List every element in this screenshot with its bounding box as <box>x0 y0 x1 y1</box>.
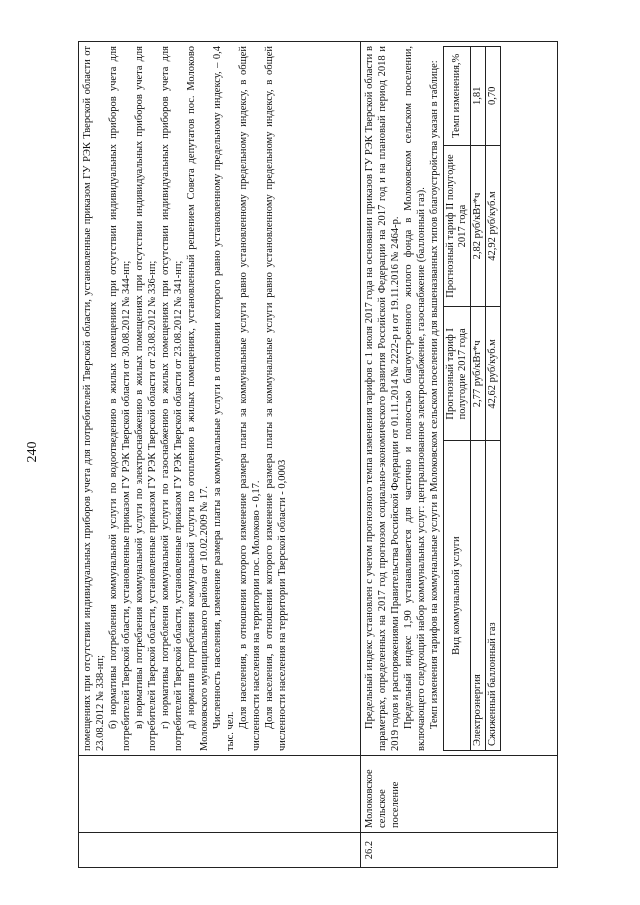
paragraph: г) нормативы потребления коммунальной услуги по газоснабжению в жилых помещениях при отсутствии индивидуальных приборов учета для потребителей Тверской области, установленные приказом ГУ РЭК Тверской области от 23.08.2012 № 341-нп; <box>160 46 185 751</box>
header-cell: Темп изменения,% <box>444 47 471 146</box>
row-number: 26.2 <box>361 833 558 868</box>
paragraph: помещениях при отсутствии индивидуальных приборов учета для потребителей Тверской области, установленные приказом ГУ РЭК Тверской области от 23.08.2012 № 338-нп; <box>82 46 107 751</box>
description-cell <box>79 42 361 756</box>
paragraph: б) нормативы потребления коммунальной услуги по водоотведению в жилых помещениях при отсутствии индивидуальных приборов учета для потребителей Тверской области, установленные приказом ГУ РЭК Тверской области от 30.08.2012 № 344-нп; <box>108 46 133 751</box>
header-cell: Вид коммунальной услуги <box>444 441 471 751</box>
tariff-h1: 42,62 руб/куб.м <box>486 307 501 441</box>
tariff-table-header <box>444 47 471 751</box>
paragraph: Предельный индекс 1,90 устанавливается для частично и полностью благоустроенного жилого фонда в Молоковском сельском поселении, включающего следующий набор коммунальных услуг: централизованное электроснабжение, газоснабжение (баллонный газ). <box>403 46 428 751</box>
paragraph: Доля населения, в отношении которого изменение размера платы за коммунальные услуги равно установленному предельному индексу, в общей численности населения на территории Тверской области - 0,0003 <box>264 46 289 751</box>
municipality-cell-empty <box>79 756 361 833</box>
rotated-page-content <box>78 41 558 868</box>
paragraph: Численность населения, изменение размера платы за коммунальные услуги в отношении которого равно установленному предельному индексу, – 0,4 тыс. чел. <box>212 46 237 751</box>
table-row <box>471 47 486 751</box>
tariff-h2: 42,92 руб/куб.м <box>486 145 501 307</box>
tariff-h1: 2,77 руб/кВт*ч <box>471 307 486 441</box>
page-number: 240 <box>25 441 40 463</box>
table-row-26-2 <box>361 42 558 868</box>
tariff-table <box>443 46 501 751</box>
header-cell: Прогнозный тариф I полугодие 2017 года <box>444 307 471 441</box>
paragraph: в) нормативы потребления коммунальной услуги по электроснабжению в жилых помещениях при отсутствии индивидуальных приборов учета для потребителей Тверской области, установленные приказом ГУ РЭК Тверской области от 23.08.2012 № 336-нп; <box>134 46 159 751</box>
change-rate: 0,70 <box>486 47 501 146</box>
municipality-name: Молоковское сельское поселение <box>361 756 558 833</box>
paragraph: Доля населения, в отношении которого изменение размера платы за коммунальные услуги равно установленному предельному индексу, в общей численности населения на территории пос. Молоково - 0,17. <box>238 46 263 751</box>
paragraph: Предельный индекс установлен с учетом прогнозного темпа изменения тарифов с 1 июля 2017 года на основании приказов ГУ РЭК Тверской области в параметрах, определенных на 2017 год прогнозом социально-экономического развития Российской Федерации на 2017 год и на плановый период 2018 и 2019 годов и распоряжениями Правительства Российской Федерации от 01.11.2014 № 2222-р и от 19.11.2016 № 2464-р. <box>364 46 402 751</box>
municipal-index-table <box>78 41 558 868</box>
paragraph: д) норматив потребления коммунальной услуги по отоплению в жилых помещениях, установленный решением Совета депутатов пос. Молоково Молоковского муниципального района от 10.02.2009 № 17. <box>186 46 211 751</box>
table-row-continuation <box>79 42 361 868</box>
change-rate: 1,81 <box>471 47 486 146</box>
table-row <box>486 47 501 751</box>
header-cell: Прогнозный тариф II полугодие 2017 года <box>444 145 471 307</box>
service-name: Сжиженный баллонный газ <box>486 441 501 751</box>
tariff-h2: 2,82 руб/кВт*ч <box>471 145 486 307</box>
row-number-cell-empty <box>79 833 361 868</box>
paragraph: Темп изменения тарифов на коммунальные услуги в Молоковском сельском поселении для вышеназванных типов благоустройства указан в таблице: <box>429 60 441 729</box>
service-name: Электроэнергия <box>471 441 486 751</box>
description-cell <box>361 42 558 756</box>
